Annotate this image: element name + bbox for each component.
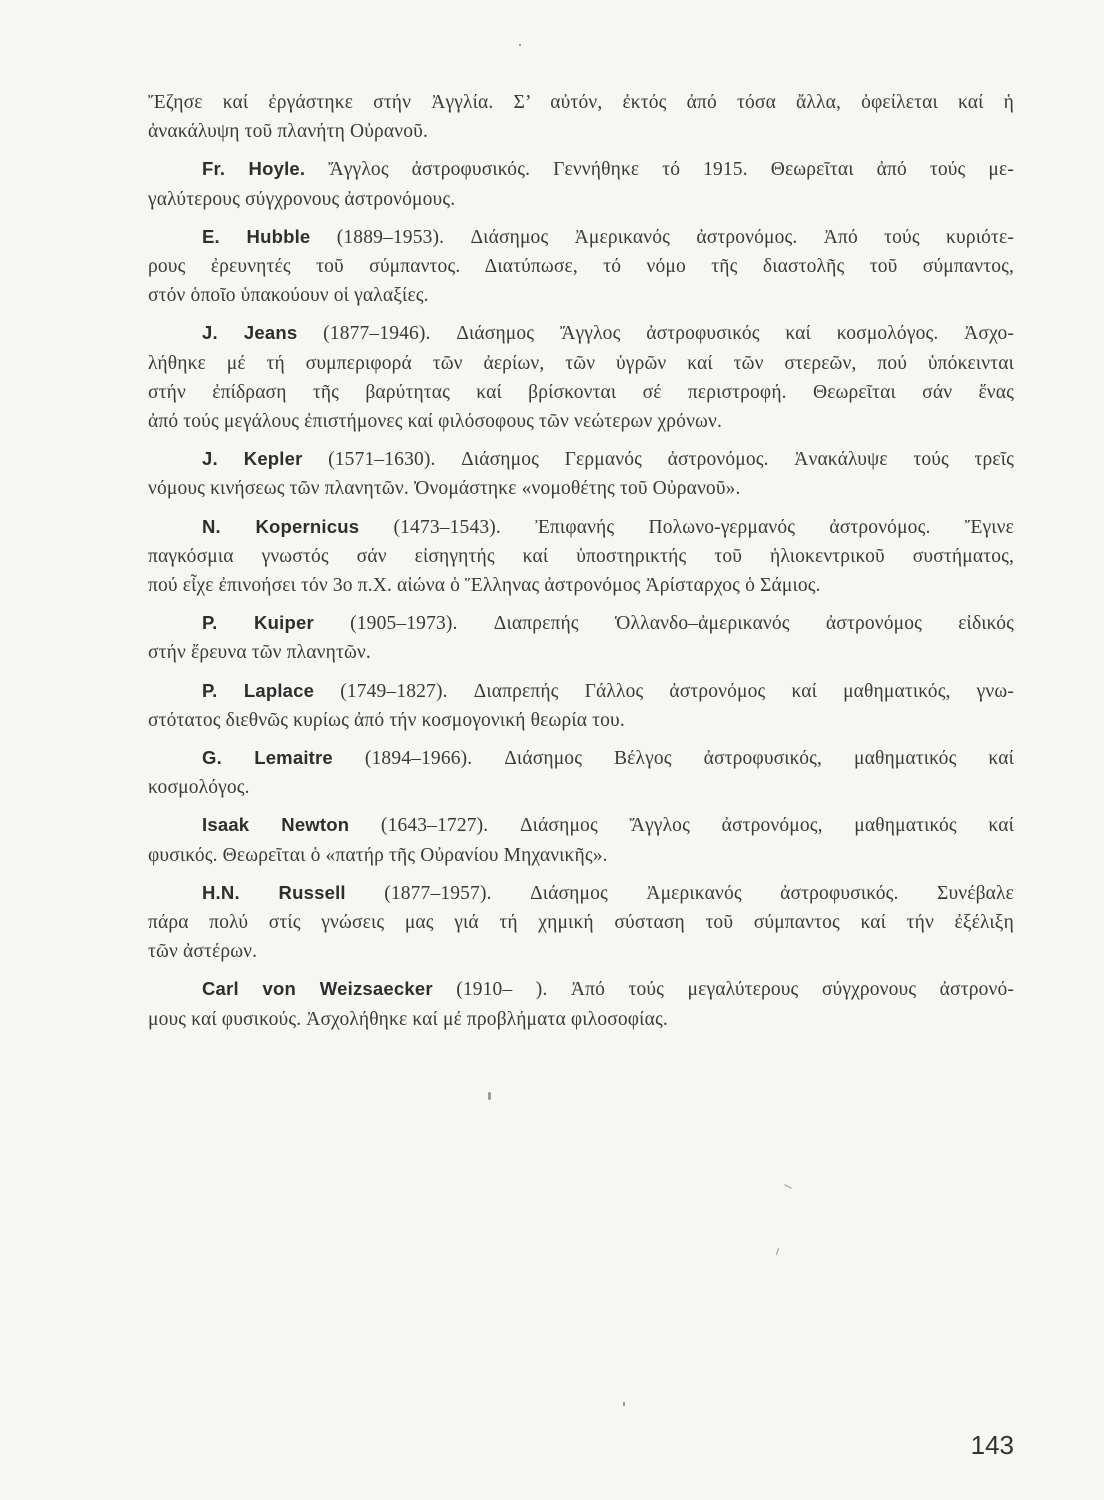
- entry-name: P. Kuiper: [202, 612, 314, 634]
- scan-speck: [519, 44, 521, 46]
- entry-jeans: [148, 318, 1014, 348]
- entry-name: Carl von Weizsaecker: [202, 978, 433, 1000]
- entry-line: πάρα πολύ στίς γνώσεις μας γιά τή χημική σύσταση τοῦ σύμπαντος καί τήν ἐξέλιξη: [148, 912, 1014, 934]
- entry-line: λήθηκε μέ τή συμπεριφορά τῶν ἀερίων, τῶν ὑγρῶν καί τῶν στερεῶν, πού ὑπόκεινται: [148, 352, 1014, 374]
- entry-text: (1877–1946). Διάσημος Ἄγγλος ἀστροφυσικός καί κοσμολόγος. Ἀσχο-: [323, 323, 1014, 345]
- entry-line: πού εἶχε ἐπινοήσει τόν 3ο π.Χ. αἰώνα ὁ Ἕλληνας ἀστρονόμος Ἀρίσταρχος ὁ Σάμιος.: [148, 575, 821, 597]
- entry-line: φυσικός. Θεωρεῖται ὁ «πατήρ τῆς Οὐρανίου Μηχανικῆς».: [148, 844, 608, 866]
- entry-lemaitre: [148, 743, 1014, 773]
- scan-speck: [784, 1184, 792, 1189]
- entry-line: στόν ὁποῖο ὑπακούουν οἱ γαλαξίες.: [148, 285, 429, 307]
- entry-laplace: [148, 676, 1014, 706]
- entry-text: (1905–1973). Διαπρεπής Ὁλλανδο–ἀμερικανός ἀστρονόμος εἰδικός: [350, 613, 1015, 635]
- entry-text: (1877–1957). Διάσημος Ἀμερικανός ἀστροφυσικός. Συνέβαλε: [384, 882, 1014, 904]
- entry-name: H.N. Russell: [202, 881, 346, 903]
- page-text: [148, 88, 1014, 1034]
- entry-line: κοσμολόγος.: [148, 777, 250, 799]
- entry-name: J. Jeans: [202, 322, 298, 344]
- entry-name: Fr. Hoyle.: [202, 158, 306, 180]
- entry-name: G. Lemaitre: [202, 747, 333, 769]
- entry-russell: [148, 878, 1014, 908]
- entry-text: (1749–1827). Διαπρεπής Γάλλος ἀστρονόμος καί μαθηματικός, γνω-: [340, 680, 1014, 702]
- entry-text: (1473–1543). Ἐπιφανής Πολωνο-γερμανός ἀστρονόμος. Ἔγινε: [393, 516, 1014, 538]
- intro-line: ἀνακάλυψη τοῦ πλανήτη Οὐρανοῦ.: [148, 121, 428, 143]
- entry-name: N. Kopernicus: [202, 515, 360, 537]
- entry-line: ἀπό τούς μεγάλους ἐπιστήμονες καί φιλόσοφους τῶν νεώτερων χρόνων.: [148, 411, 723, 433]
- entry-text: (1894–1966). Διάσημος Βέλγος ἀστροφυσικός, μαθηματικός καί: [364, 748, 1014, 770]
- entry-line: στήν ἔρευνα τῶν πλανητῶν.: [148, 642, 371, 664]
- scan-speck: [488, 1092, 491, 1100]
- entry-line: παγκόσμια γνωστός σάν εἰσηγητής καί ὑποστηρικτής τοῦ ἡλιοκεντρικοῦ συστήματος,: [148, 545, 1014, 567]
- entry-hubble: [148, 222, 1014, 252]
- entry-line: στότατος διεθνῶς κυρίως ἀπό τήν κοσμογονική θεωρία του.: [148, 709, 625, 731]
- scan-speck: [776, 1248, 779, 1255]
- entry-hoyle: [148, 154, 1014, 184]
- entry-line: νόμους κινήσεως τῶν πλανητῶν. Ὀνομάστηκε «νομοθέτης τοῦ Οὐρανοῦ».: [148, 478, 741, 500]
- entry-weizsaecker: [148, 974, 1014, 1004]
- entry-newton: [148, 810, 1014, 840]
- entry-kepler: [148, 444, 1014, 474]
- page-number: 143: [970, 1430, 1014, 1460]
- entry-line: ρους ἐρευνητές τοῦ σύμπαντος. Διατύπωσε, τό νόμο τῆς διαστολῆς τοῦ σύμπαντος,: [148, 256, 1014, 278]
- entry-kuiper: [148, 608, 1014, 638]
- entry-text: Ἄγγλος ἀστροφυσικός. Γεννήθηκε τό 1915. Θεωρεῖται ἀπό τούς με-: [328, 159, 1014, 181]
- entry-line: γαλύτερους σύγχρονους ἀστρονόμους.: [148, 188, 456, 210]
- entry-name: E. Hubble: [202, 225, 311, 247]
- entry-line: τῶν ἀστέρων.: [148, 941, 258, 963]
- entry-text: (1643–1727). Διάσημος Ἄγγλος ἀστρονόμος, μαθηματικός καί: [380, 815, 1014, 837]
- entry-line: στήν ἐπίδραση τῆς βαρύτητας καί βρίσκονται σέ περιστροφή. Θεωρεῖται σάν ἕνας: [148, 381, 1014, 403]
- entry-name: P. Laplace: [202, 679, 315, 701]
- entry-line: μους καί φυσικούς. Ἀσχολήθηκε καί μέ προβλήματα φιλοσοφίας.: [148, 1008, 668, 1030]
- entry-text: (1910– ). Ἀπό τούς μεγαλύτερους σύγχρονους ἀστρονό-: [456, 979, 1014, 1001]
- entry-kopernicus: [148, 512, 1014, 542]
- scan-speck: [623, 1402, 625, 1406]
- entry-text: (1571–1630). Διάσημος Γερμανός ἀστρονόμος. Ἀνακάλυψε τούς τρεῖς: [328, 449, 1014, 471]
- entry-name: Isaak Newton: [202, 814, 350, 836]
- entry-text: (1889–1953). Διάσημος Ἀμερικανός ἀστρονόμος. Ἀπό τούς κυριότε-: [336, 226, 1014, 248]
- entry-name: J. Kepler: [202, 448, 303, 470]
- intro-line: Ἔζησε καί ἐργάστηκε στήν Ἀγγλία. Σ’ αὐτόν, ἐκτός ἀπό τόσα ἄλλα, ὀφείλεται καί ἡ: [148, 92, 1014, 113]
